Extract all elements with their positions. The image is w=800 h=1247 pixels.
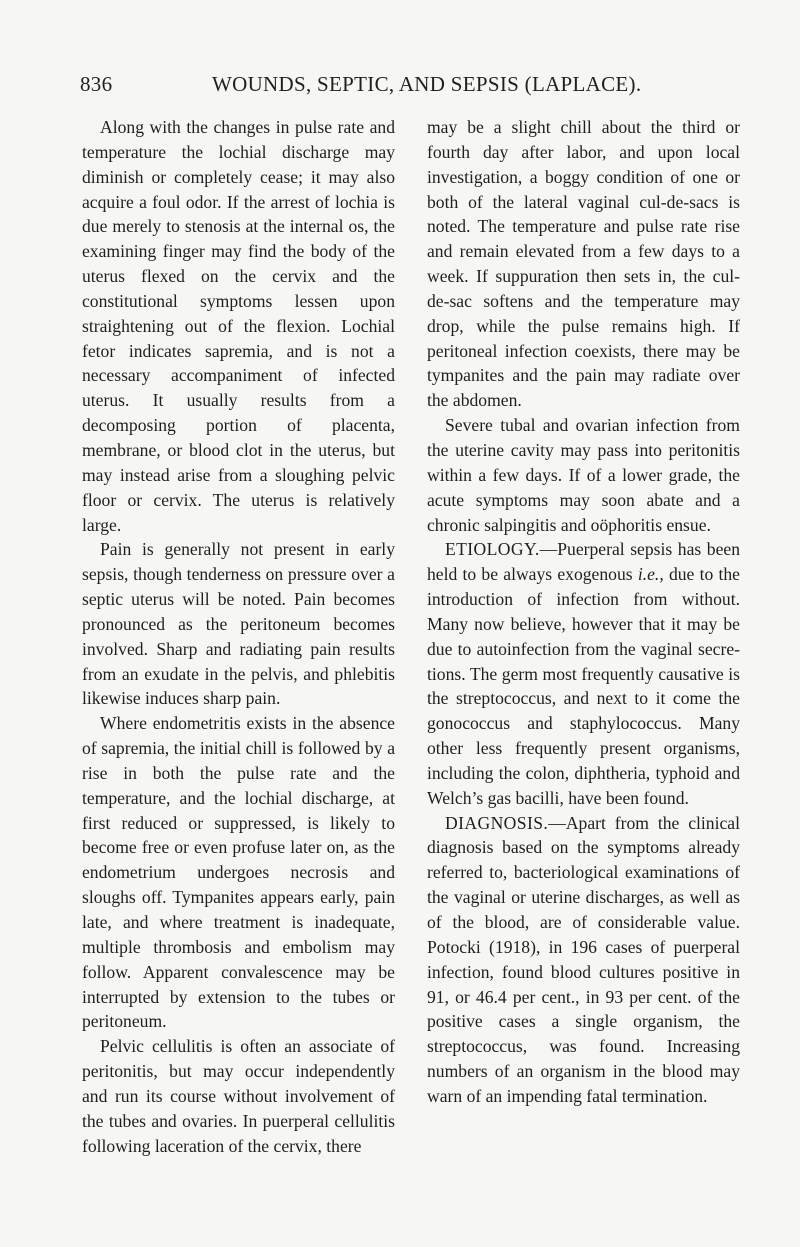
paragraph-lochial-discharge: Along with the changes in pulse rate and temperature the lochial discharge may diminish or completely cease; it may also acquire a foul odor. If the arrest of lochia is due merely to stenosis at the internal os, the examining finger may find the body of the uterus flexed on the cervix and the constitutional symptoms lessen upon straightening out of the flexion. Lochial fetor indicates sapremia, and is not a necessary accompaniment of infected uterus. It usually results from a decomposing portion of placenta, membrane, or blood clot in the uterus, but may instead arise from a sloughing pelvic floor or cervix. The uterus is relatively large. bbox=[82, 117, 395, 535]
etiology-ie: i.e., bbox=[637, 564, 664, 585]
paragraph-pain: Pain is generally not present in early sepsis, though tenderness on pressure over a septic uterus will be noted. Pain becomes pronounced as the peritoneum becomes involved. Sharp and radiating pain results from an exudate in the pelvis, and phlebitis likewise induces sharp pain. bbox=[82, 539, 395, 709]
diagnosis-text: —Apart from the clinical diagnosis based on the symptoms already referred to, bacteriological examinations of the vaginal or uterine discharges, as well as of the blood, are of considerable value. Potocki (1918), in 196 cases of puerperal infection, found blood cultures positive in 91, or 46.4 per cent., in 93 per cent. of the positive cases a single organism, the streptococcus, was found. Increasing numbers of an organism in the blood may warn of an impending fatal termination. bbox=[427, 812, 740, 1106]
page-number: 836 bbox=[80, 72, 113, 96]
etiology-heading: ETIOLOGY. bbox=[445, 539, 540, 560]
paragraph-etiology bbox=[427, 537, 740, 810]
paragraph-pelvic-cellulitis: Pelvic cellulitis is often an associate of peritonitis, but may occur independently and run its course without involvement of the tubes and ovaries. In puerperal cellulitis following laceration of the cervix, there bbox=[82, 1036, 395, 1156]
etiology-text-b: due to the introduction of infection from without. Many now believe, however that it may be due to autoinfection from the vaginal secretions. The germ most frequently causative is the streptococcus, and next to it come the gonococcus and staphylococcus. Many other less frequently present organisms, including the colon, diphtheria, typhoid and Welch’s gas bacilli, have been found. bbox=[427, 564, 740, 808]
diagnosis-heading: DIAGNOSIS. bbox=[445, 812, 549, 833]
etiology-text-a: —Puerperal sepsis has been held to be always exogenous bbox=[427, 539, 740, 585]
paragraph-cellulitis-continued: may be a slight chill about the third or fourth day after labor, and upon local investigation, a boggy condition of one or both of the lateral vaginal cul-de-sacs is noted. The temperature and pulse rate rise and remain elevated from a few days to a week. If suppuration then sets in, the cul-de-sac softens and the temperature may drop, while the pulse remains high. If peritoneal infection coexists, there may be tympanites and the pain may radiate over the abdomen. bbox=[427, 117, 740, 411]
paragraph-endometritis: Where endometritis exists in the absence of sapremia, the initial chill is followed by a rise in both the pulse rate and the temperature, and the lochial discharge, at first reduced or suppressed, is likely to become free or even profuse later on, as the endometrium undergoes necrosis and sloughs off. Tympanites appears early, pain late, and where treatment is inadequate, multiple thrombosis and embolism may follow. Apparent convalescence may be interrupted by extension to the tubes or peritoneum. bbox=[82, 713, 395, 1032]
paragraph-diagnosis bbox=[427, 811, 740, 1109]
running-title: WOUNDS, SEPTIC, AND SEPSIS (LAPLACE). bbox=[212, 72, 642, 96]
running-head bbox=[80, 72, 720, 102]
paragraph-tubal-infection: Severe tubal and ovarian infection from the uterine cavity may pass into peritonitis within a few days. If of a lower grade, the acute symptoms may soon abate and a chronic salpingitis and oöphoritis ensue. bbox=[427, 415, 740, 535]
right-column bbox=[427, 115, 740, 1109]
left-column bbox=[82, 115, 395, 1158]
